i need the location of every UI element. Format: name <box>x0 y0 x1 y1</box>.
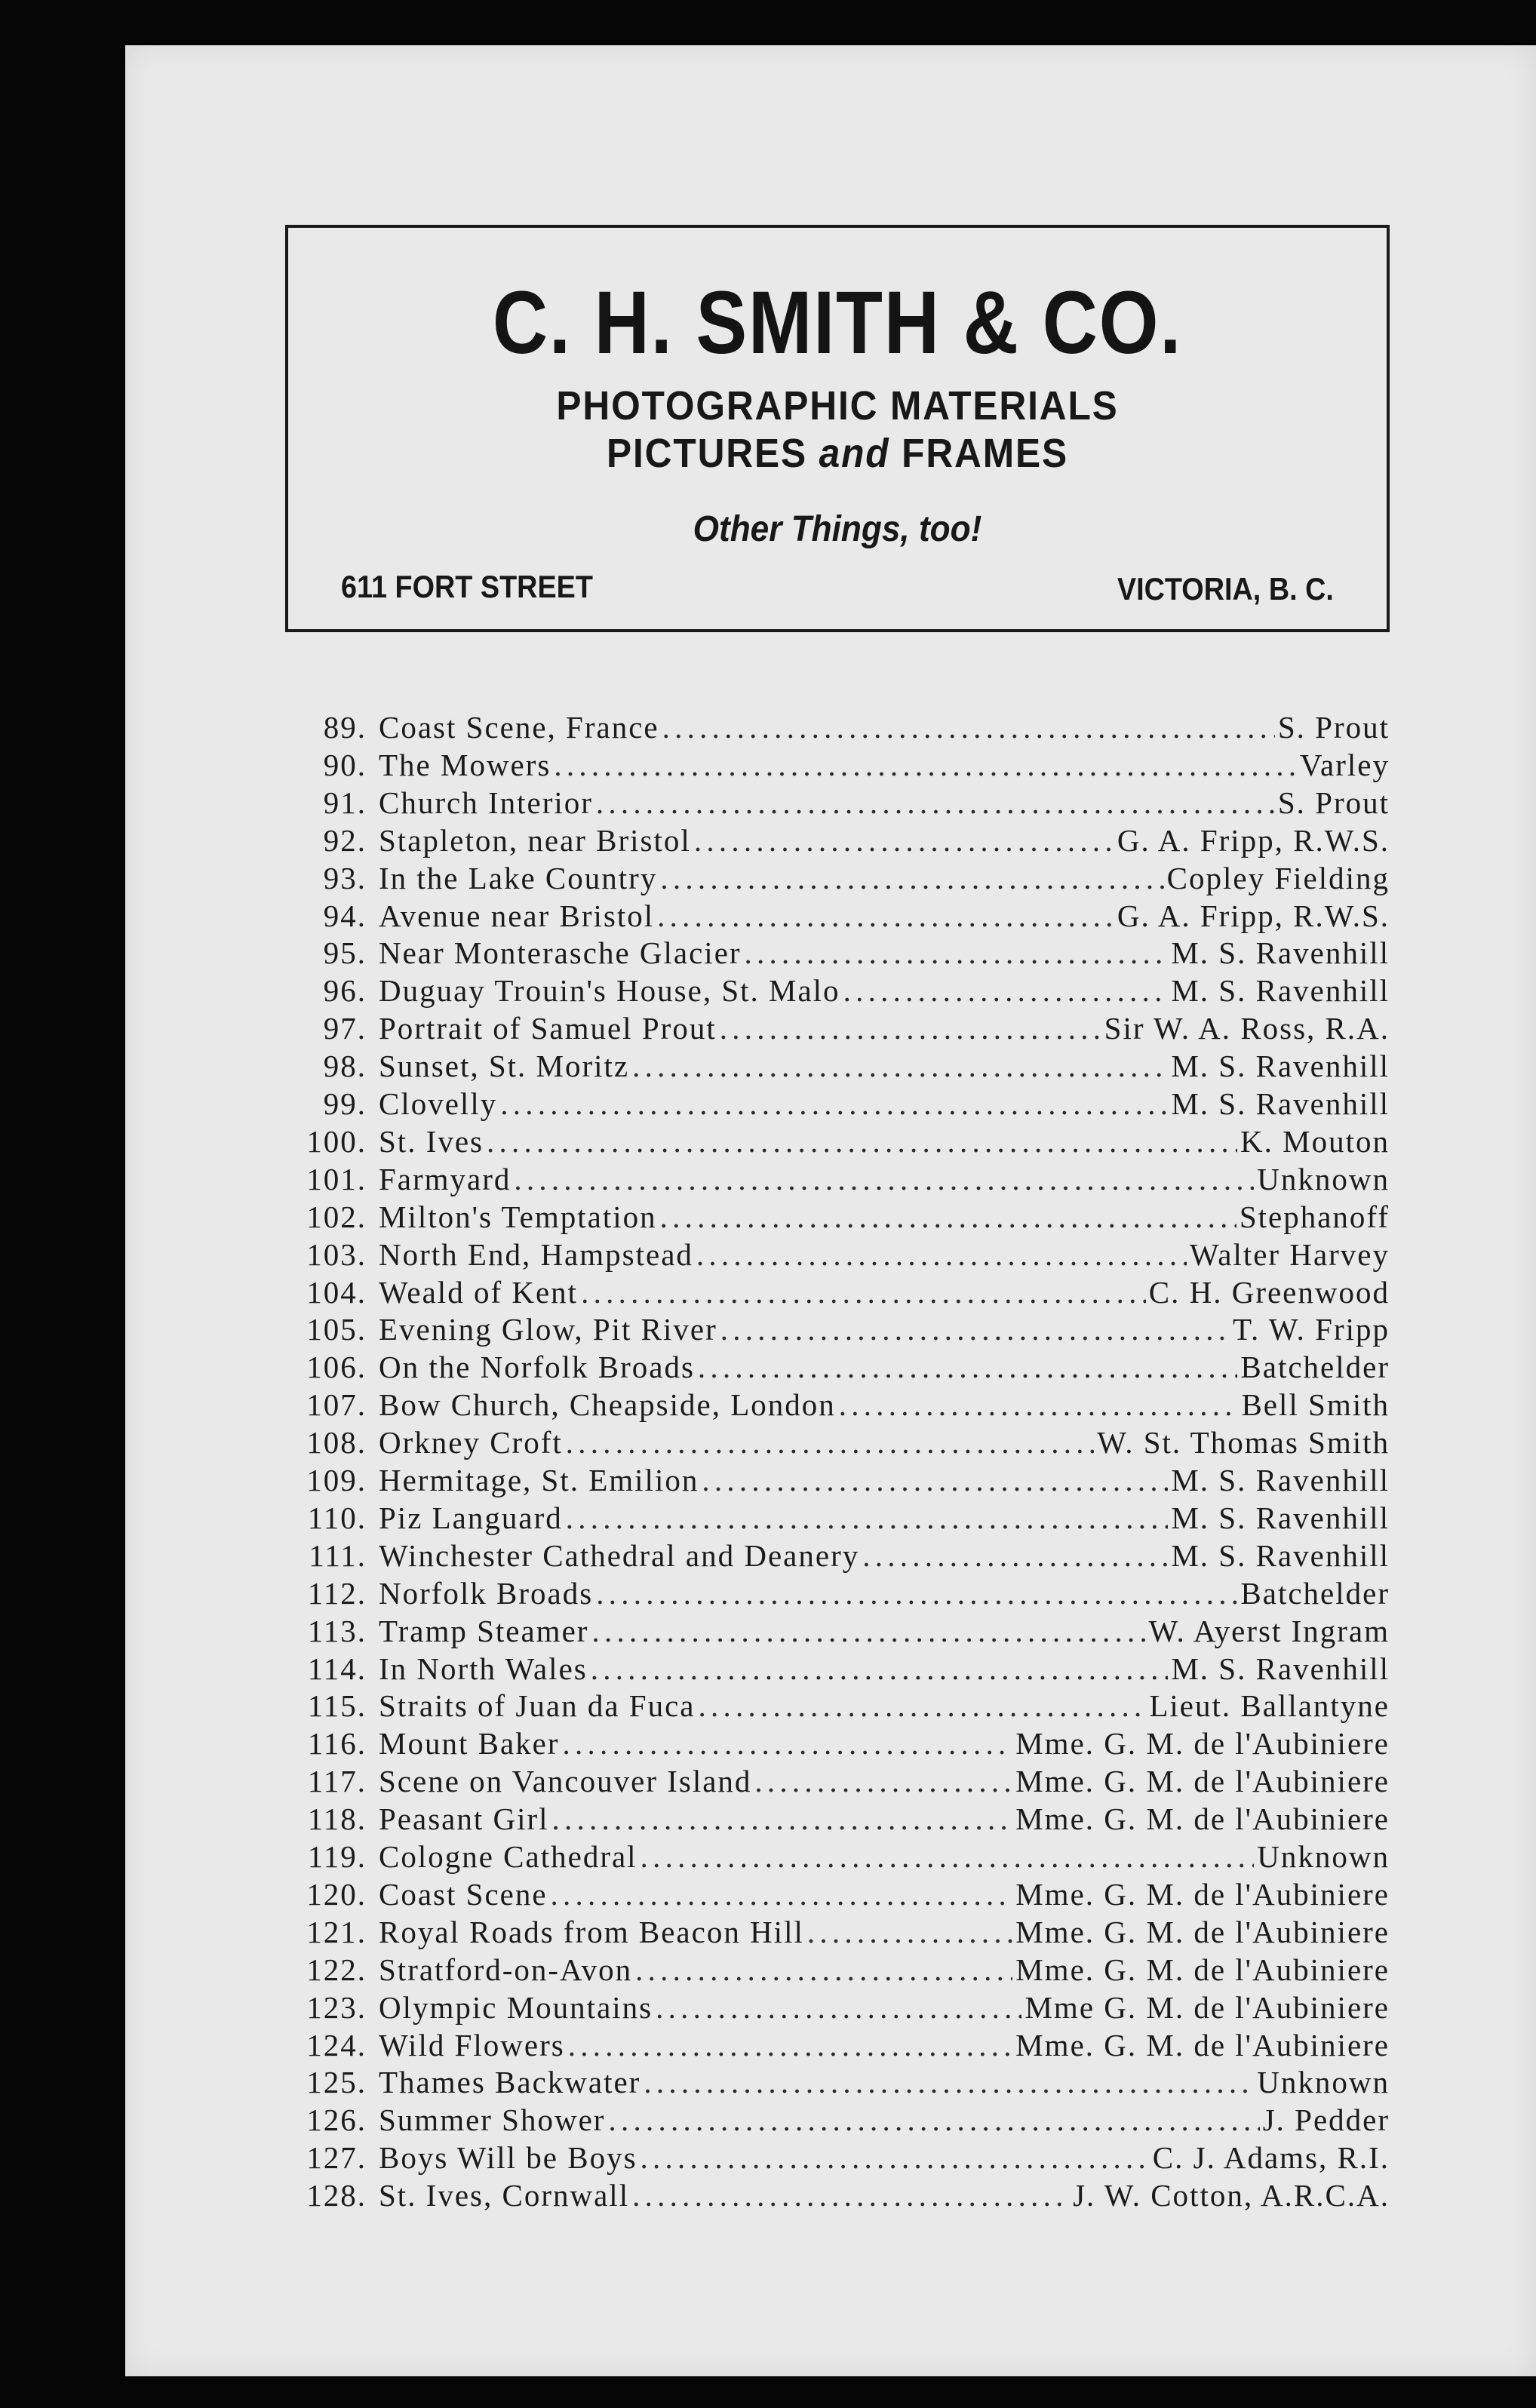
dot-leader <box>698 1688 1146 1724</box>
entry-line <box>379 1876 1390 1912</box>
entry-line <box>379 1462 1390 1498</box>
list-item <box>125 1086 1536 1122</box>
list-item <box>125 1725 1536 1761</box>
entry-line <box>379 1236 1390 1273</box>
dot-leader <box>702 1462 1168 1498</box>
ad-frames-word: FRAMES <box>902 431 1068 476</box>
entry-artist: W. Ayerst Ingram <box>1148 1613 1390 1648</box>
dot-leader <box>644 2064 1254 2100</box>
dot-leader <box>641 1838 1255 1875</box>
list-item <box>125 1613 1536 1649</box>
entry-title: Winchester Cathedral and Deanery <box>379 1537 860 1573</box>
dot-leader <box>696 1236 1187 1273</box>
dot-leader <box>807 1914 1012 1950</box>
entry-number: 116. <box>307 1726 367 1761</box>
entry-number: 128. <box>306 2178 367 2213</box>
list-item <box>125 1424 1536 1460</box>
company-name: C. H. SMITH & CO. <box>492 273 1183 373</box>
dot-leader <box>514 1161 1254 1197</box>
dot-leader <box>839 1387 1239 1423</box>
entry-title: Coast Scene, France <box>379 710 659 745</box>
entry-title: Hermitage, St. Emilion <box>379 1463 699 1497</box>
ad-street-address: 611 FORT STREET <box>341 569 593 604</box>
entry-line <box>379 1349 1390 1385</box>
entry-line <box>379 1424 1390 1460</box>
list-item <box>125 709 1536 745</box>
entry-artist: M. S. Ravenhill <box>1171 1537 1390 1573</box>
entry-line <box>379 1989 1390 2026</box>
entry-artist: Mme G. M. de l'Aubiniere <box>1025 1989 1390 2025</box>
entry-artist: M. S. Ravenhill <box>1171 973 1390 1009</box>
entry-title: St. Ives <box>379 1123 484 1159</box>
catalogue-page <box>125 45 1536 2376</box>
entry-line <box>379 1048 1390 1084</box>
list-item <box>125 2177 1536 2213</box>
entry-number: 109. <box>306 1463 367 1497</box>
entry-line <box>379 1199 1390 1235</box>
entry-title: Clovelly <box>379 1086 498 1121</box>
entry-number: 115. <box>307 1688 367 1724</box>
dot-leader <box>632 2177 1070 2213</box>
entry-number: 125. <box>306 2065 367 2100</box>
entry-number: 94. <box>323 898 367 933</box>
entry-line <box>379 1500 1390 1536</box>
entry-number: 112. <box>307 1575 367 1611</box>
entry-artist: Mme. G. M. de l'Aubiniere <box>1015 2027 1390 2062</box>
dot-leader <box>694 822 1114 858</box>
entry-number: 119. <box>307 1839 367 1874</box>
entry-title: Summer Shower <box>379 2102 606 2138</box>
dot-leader <box>660 1199 1236 1235</box>
entry-number: 93. <box>323 860 367 895</box>
list-item <box>125 1914 1536 1950</box>
list-item <box>125 1575 1536 1611</box>
entry-artist: G. A. Fripp, R.W.S. <box>1117 822 1390 858</box>
list-item <box>125 1462 1536 1498</box>
entry-title: Sunset, St. Moritz <box>379 1049 630 1084</box>
list-item <box>125 1387 1536 1423</box>
entry-line <box>379 972 1390 1009</box>
entry-line <box>379 1688 1390 1724</box>
entry-number: 90. <box>323 747 367 782</box>
entry-artist: Mme. G. M. de l'Aubiniere <box>1015 1764 1390 1799</box>
entry-artist: Lieut. Ballantyne <box>1149 1688 1390 1724</box>
entry-line <box>379 1952 1390 1988</box>
dot-leader <box>552 1801 1013 1837</box>
entry-line <box>379 1274 1390 1310</box>
entry-number: 91. <box>323 785 367 820</box>
entry-line <box>379 1801 1390 1837</box>
list-item <box>125 1537 1536 1574</box>
entry-line <box>379 860 1390 896</box>
entry-number: 123. <box>306 1989 367 2025</box>
entry-number: 106. <box>306 1350 367 1385</box>
list-item <box>125 972 1536 1009</box>
dot-leader <box>596 1575 1237 1611</box>
entry-title: Mount Baker <box>379 1726 560 1761</box>
entry-line <box>379 1010 1390 1046</box>
list-item <box>125 1123 1536 1159</box>
list-item <box>125 1199 1536 1235</box>
entry-line <box>379 785 1390 821</box>
entry-title: Orkney Croft <box>379 1425 563 1460</box>
list-item <box>125 1048 1536 1084</box>
dot-leader <box>563 1725 1013 1761</box>
list-item <box>125 1651 1536 1687</box>
list-item <box>125 2139 1536 2176</box>
entry-artist: S. Prout <box>1277 785 1390 820</box>
entry-number: 102. <box>306 1199 367 1234</box>
entry-line <box>379 1537 1390 1574</box>
entry-title: Evening Glow, Pit River <box>379 1312 717 1347</box>
entry-title: Olympic Mountains <box>379 1989 653 2025</box>
entry-artist: Unknown <box>1257 1839 1390 1874</box>
dot-leader <box>581 1274 1146 1310</box>
entry-title: Boys Will be Boys <box>379 2140 637 2176</box>
entry-title: Bow Church, Cheapside, London <box>379 1387 836 1423</box>
entry-artist: G. A. Fripp, R.W.S. <box>1117 898 1390 933</box>
entry-line <box>379 747 1390 783</box>
entry-line <box>379 1763 1390 1799</box>
ad-products-line: PHOTOGRAPHIC MATERIALS <box>556 383 1119 428</box>
list-item <box>125 747 1536 783</box>
entry-line <box>379 1914 1390 1950</box>
entry-artist: M. S. Ravenhill <box>1171 1049 1390 1084</box>
entry-artist: Batchelder <box>1240 1575 1390 1611</box>
list-item <box>125 1010 1536 1046</box>
entry-line <box>379 898 1390 934</box>
entry-title: North End, Hampstead <box>379 1236 693 1272</box>
entry-line <box>379 822 1390 858</box>
entry-title: In the Lake Country <box>379 860 658 895</box>
dot-leader <box>568 2027 1013 2063</box>
entry-title: Wild Flowers <box>379 2027 565 2062</box>
dot-leader <box>662 709 1275 745</box>
entry-number: 95. <box>323 935 367 971</box>
entry-title: Straits of Juan da Fuca <box>379 1688 696 1724</box>
ad-and-word: and <box>819 431 890 476</box>
list-item <box>125 2027 1536 2063</box>
entry-number: 103. <box>306 1236 367 1272</box>
list-item <box>125 1161 1536 1197</box>
entry-title: Norfolk Broads <box>379 1575 594 1611</box>
entry-number: 110. <box>307 1500 367 1535</box>
list-item <box>125 1952 1536 1988</box>
entry-artist: T. W. Fripp <box>1232 1312 1390 1347</box>
dot-leader <box>591 1651 1169 1687</box>
entry-number: 127. <box>306 2140 367 2176</box>
dot-leader <box>754 1763 1012 1799</box>
entry-artist: Bell Smith <box>1241 1387 1390 1423</box>
entry-number: 99. <box>323 1086 367 1121</box>
entry-title: In North Wales <box>379 1651 588 1686</box>
entry-artist: Unknown <box>1257 1161 1390 1196</box>
entry-number: 98. <box>323 1049 367 1084</box>
entry-number: 92. <box>323 822 367 858</box>
entry-line <box>379 709 1390 745</box>
entry-artist: Mme. G. M. de l'Aubiniere <box>1015 1801 1390 1837</box>
dot-leader <box>566 1424 1095 1460</box>
entry-artist: Varley <box>1299 747 1390 782</box>
entry-number: 105. <box>306 1312 367 1347</box>
entry-number: 97. <box>323 1011 367 1046</box>
entry-number: 117. <box>307 1764 367 1799</box>
dot-leader <box>591 1613 1145 1649</box>
dot-leader <box>843 972 1169 1009</box>
dot-leader <box>660 860 1163 896</box>
entry-title: The Mowers <box>379 747 551 782</box>
dot-leader <box>608 2102 1259 2138</box>
dot-leader <box>487 1123 1237 1159</box>
entry-artist: C. H. Greenwood <box>1148 1274 1390 1310</box>
entry-title: Duguay Trouin's House, St. Malo <box>379 973 840 1009</box>
entry-line <box>379 1123 1390 1159</box>
entry-artist: Stephanoff <box>1239 1199 1390 1234</box>
entry-line <box>379 2064 1390 2100</box>
dot-leader <box>500 1086 1168 1122</box>
list-item <box>125 822 1536 858</box>
entry-number: 113. <box>307 1613 367 1648</box>
entry-title: Piz Languard <box>379 1500 563 1535</box>
entry-title: Tramp Steamer <box>379 1613 589 1648</box>
list-item <box>125 860 1536 896</box>
entry-line <box>379 1725 1390 1761</box>
list-item <box>125 1801 1536 1837</box>
entry-artist: Unknown <box>1257 2065 1390 2100</box>
entry-artist: Mme. G. M. de l'Aubiniere <box>1015 1952 1390 1987</box>
entry-artist: C. J. Adams, R.I. <box>1152 2140 1390 2176</box>
entry-title: Scene on Vancouver Island <box>379 1764 752 1799</box>
list-item <box>125 1876 1536 1912</box>
entry-number: 114. <box>307 1651 367 1686</box>
list-item <box>125 1838 1536 1875</box>
entry-line <box>379 1575 1390 1611</box>
list-item <box>125 1763 1536 1799</box>
dot-leader <box>632 1048 1168 1084</box>
entry-number: 101. <box>306 1161 367 1196</box>
dot-leader <box>635 1952 1012 1988</box>
entry-number: 111. <box>309 1537 367 1573</box>
entry-artist: Sir W. A. Ross, R.A. <box>1104 1011 1390 1046</box>
entry-title: Royal Roads from Beacon Hill <box>379 1914 804 1949</box>
entry-artist: M. S. Ravenhill <box>1171 1086 1390 1121</box>
entry-number: 118. <box>307 1801 367 1837</box>
list-item <box>125 1349 1536 1385</box>
entry-line <box>379 1311 1390 1347</box>
entry-artist: Mme. G. M. de l'Aubiniere <box>1015 1876 1390 1912</box>
ad-tagline: Other Things, too! <box>693 509 982 549</box>
dot-leader <box>862 1537 1168 1574</box>
list-item <box>125 2102 1536 2138</box>
entry-title: Portrait of Samuel Prout <box>379 1011 717 1046</box>
entry-line <box>379 1838 1390 1875</box>
entry-title: Weald of Kent <box>379 1274 579 1310</box>
advertisement-box <box>285 225 1390 632</box>
entry-number: 108. <box>306 1425 367 1460</box>
list-item <box>125 935 1536 971</box>
list-item <box>125 785 1536 821</box>
entry-artist: W. St. Thomas Smith <box>1097 1425 1390 1460</box>
list-item <box>125 1688 1536 1724</box>
entry-artist: Copley Fielding <box>1166 860 1390 895</box>
entry-artist: K. Mouton <box>1240 1123 1390 1159</box>
entry-line <box>379 2102 1390 2138</box>
list-item <box>125 1311 1536 1347</box>
entry-line <box>379 1651 1390 1687</box>
entry-number: 89. <box>323 710 367 745</box>
ad-city: VICTORIA, B. C. <box>1117 571 1334 607</box>
entry-title: St. Ives, Cornwall <box>379 2178 630 2213</box>
entry-line <box>379 2139 1390 2176</box>
entry-artist: M. S. Ravenhill <box>1171 1463 1390 1497</box>
entry-artist: Batchelder <box>1240 1350 1390 1385</box>
entry-title: Near Monterasche Glacier <box>379 935 742 971</box>
entry-title: Stratford-on-Avon <box>379 1952 633 1987</box>
list-item <box>125 898 1536 934</box>
entry-title: Milton's Temptation <box>379 1199 657 1234</box>
entry-line <box>379 2177 1390 2213</box>
entry-number: 104. <box>306 1274 367 1310</box>
dot-leader <box>698 1349 1238 1385</box>
dot-leader <box>566 1500 1169 1536</box>
entry-number: 96. <box>323 973 367 1009</box>
entry-line <box>379 1613 1390 1649</box>
entry-artist: S. Prout <box>1277 710 1390 745</box>
list-item <box>125 1274 1536 1310</box>
entry-artist: Mme. G. M. de l'Aubiniere <box>1015 1914 1390 1949</box>
entry-artist: M. S. Ravenhill <box>1171 935 1390 971</box>
entry-number: 121. <box>306 1914 367 1949</box>
entry-artist: M. S. Ravenhill <box>1171 1500 1390 1535</box>
entry-title: Avenue near Bristol <box>379 898 655 933</box>
dot-leader <box>596 785 1275 821</box>
entry-artist: M. S. Ravenhill <box>1171 1651 1390 1686</box>
entry-number: 126. <box>306 2102 367 2138</box>
entry-number: 100. <box>306 1123 367 1159</box>
list-item <box>125 1236 1536 1273</box>
entry-title: On the Norfolk Broads <box>379 1350 695 1385</box>
entry-title: Stapleton, near Bristol <box>379 822 691 858</box>
ad-pictures-word: PICTURES <box>607 431 807 476</box>
dot-leader <box>720 1010 1101 1046</box>
list-item <box>125 1989 1536 2026</box>
entry-number: 107. <box>306 1387 367 1423</box>
entry-title: Cologne Cathedral <box>379 1839 637 1874</box>
entry-artist: J. Pedder <box>1262 2102 1390 2138</box>
dot-leader <box>657 898 1114 934</box>
dot-leader <box>554 747 1297 783</box>
entry-line <box>379 2027 1390 2063</box>
list-item <box>125 1500 1536 1536</box>
dot-leader <box>641 2139 1150 2176</box>
entry-line <box>379 1086 1390 1122</box>
entry-title: Thames Backwater <box>379 2065 641 2100</box>
entry-artist: Walter Harvey <box>1189 1236 1390 1272</box>
entry-number: 120. <box>306 1876 367 1912</box>
entry-line <box>379 1387 1390 1423</box>
ad-pictures-frames-line <box>332 430 1343 477</box>
entry-line <box>379 935 1390 971</box>
entry-line <box>379 1161 1390 1197</box>
dot-leader <box>720 1311 1230 1347</box>
entry-number: 122. <box>306 1952 367 1987</box>
list-item <box>125 2064 1536 2100</box>
entry-artist: J. W. Cotton, A.R.C.A. <box>1073 2178 1390 2213</box>
entry-title: Church Interior <box>379 785 593 820</box>
entry-title: Coast Scene <box>379 1876 548 1912</box>
entry-artist: Mme. G. M. de l'Aubiniere <box>1015 1726 1390 1761</box>
entry-title: Peasant Girl <box>379 1801 549 1837</box>
entry-number: 124. <box>306 2027 367 2062</box>
dot-leader <box>551 1876 1013 1912</box>
entry-title: Farmyard <box>379 1161 511 1196</box>
dot-leader <box>745 935 1169 971</box>
dot-leader <box>656 1989 1021 2026</box>
